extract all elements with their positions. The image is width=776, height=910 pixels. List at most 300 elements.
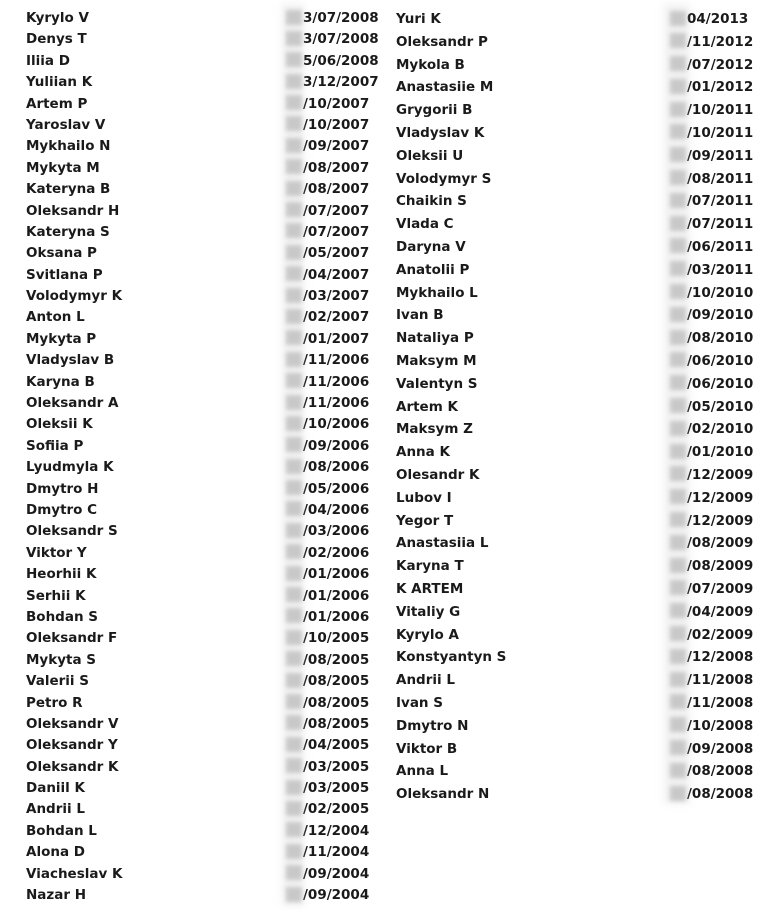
redacted-day (670, 307, 686, 322)
redacted-day (286, 501, 302, 516)
person-name: Anna K (396, 444, 450, 461)
birth-date (286, 136, 369, 157)
list-item (26, 72, 379, 93)
birth-date (286, 714, 369, 735)
person-name: Dmytro H (26, 480, 99, 497)
list-item (26, 393, 376, 414)
date-text: /08/2005 (303, 651, 370, 668)
date-text: /11/2008 (687, 672, 754, 689)
list-item (396, 327, 766, 350)
person-name: Karyna B (26, 373, 95, 390)
redacted-day (670, 398, 686, 413)
birth-date (286, 628, 369, 649)
list-item (396, 418, 766, 441)
redacted-day (286, 459, 302, 474)
redacted-day (670, 170, 686, 185)
redacted-day (286, 480, 302, 495)
list-item (396, 99, 766, 122)
redacted-day (670, 238, 686, 253)
person-name: Yaroslav V (26, 116, 106, 133)
date-text: /01/2012 (687, 79, 754, 96)
redacted-day (286, 780, 302, 795)
person-name: K ARTEM (396, 580, 464, 597)
redacted-day (670, 261, 686, 276)
list-item (396, 738, 766, 761)
date-text: /12/2009 (687, 512, 754, 529)
date-text: /11/2006 (303, 373, 370, 390)
redacted-day (286, 673, 302, 688)
birth-date (670, 555, 753, 578)
date-text: /11/2006 (303, 352, 370, 369)
date-text: /11/2008 (687, 694, 754, 711)
redacted-day (670, 535, 686, 550)
date-text: /03/2005 (303, 780, 370, 797)
birth-date (286, 29, 379, 50)
redacted-day (286, 608, 302, 623)
list-item (26, 286, 376, 307)
birth-date (286, 72, 379, 93)
right-name-list (396, 8, 766, 806)
person-name: Petro R (26, 694, 83, 711)
redacted-day (286, 737, 302, 752)
person-name: Vladyslav K (396, 124, 485, 141)
redacted-day (286, 630, 302, 645)
date-text: /09/2004 (303, 887, 370, 904)
date-text: 04/2013 (687, 11, 749, 27)
list-item (396, 646, 766, 669)
list-item (26, 757, 376, 778)
redacted-day (286, 865, 302, 880)
redacted-day (670, 466, 686, 481)
date-text: /12/2009 (687, 489, 754, 506)
redacted-day (670, 284, 686, 299)
person-name: Artem P (26, 95, 88, 112)
person-name: Volodymyr K (26, 288, 123, 305)
list-item (396, 464, 766, 487)
list-item (396, 715, 766, 738)
birth-date (670, 783, 753, 806)
date-text: /01/2007 (303, 330, 370, 347)
redacted-day (670, 216, 686, 231)
redacted-day (286, 266, 302, 281)
redacted-day (286, 544, 302, 559)
list-item (26, 799, 376, 820)
birth-date (286, 201, 369, 222)
date-text: /04/2005 (303, 737, 370, 754)
list-item (26, 521, 376, 542)
date-text: /08/2008 (687, 786, 754, 803)
birth-date (286, 864, 369, 885)
birth-date (670, 259, 753, 282)
birth-date (286, 821, 369, 842)
redacted-day (286, 801, 302, 816)
list-item (396, 54, 766, 77)
list-item (26, 864, 376, 885)
birth-date (286, 307, 369, 328)
person-name: Viktor Y (26, 544, 87, 561)
date-text: /02/2010 (687, 421, 754, 438)
birth-date (286, 350, 369, 371)
list-item (396, 601, 766, 624)
list-item (26, 671, 376, 692)
person-name: Oleksii K (26, 416, 93, 433)
person-name: Yuri K (396, 11, 441, 27)
date-text: /10/2006 (303, 416, 370, 433)
birth-date (670, 464, 753, 487)
birth-date (286, 757, 369, 778)
person-name: Mykyta S (26, 651, 96, 668)
list-item (396, 76, 766, 99)
redacted-day (286, 10, 302, 25)
birth-date (286, 650, 369, 671)
redacted-day (286, 31, 302, 46)
person-name: Artem K (396, 398, 458, 415)
redacted-day (286, 523, 302, 538)
date-text: /05/2006 (303, 480, 370, 497)
list-item (26, 457, 376, 478)
birth-date (286, 393, 369, 414)
date-text: /09/2008 (687, 740, 754, 757)
list-item (26, 885, 376, 906)
list-item (26, 8, 379, 29)
redacted-day (286, 245, 302, 260)
birth-date (286, 436, 369, 457)
list-item (26, 735, 376, 756)
date-text: /08/2011 (687, 170, 754, 187)
person-name: Daniil K (26, 780, 85, 797)
person-name: Volodymyr S (396, 170, 492, 187)
person-name: Lyudmyla K (26, 459, 114, 476)
redacted-day (670, 444, 686, 459)
person-name: Oleksandr H (26, 202, 120, 219)
birth-date (286, 479, 369, 500)
person-name: Mykyta M (26, 159, 100, 176)
list-item (396, 783, 766, 806)
date-text: /08/2005 (303, 673, 370, 690)
person-name: Valerii S (26, 673, 89, 690)
person-name: Kyrylo A (396, 626, 459, 643)
redacted-day (286, 288, 302, 303)
redacted-day (670, 421, 686, 436)
birth-date (670, 122, 753, 145)
birth-date (286, 457, 369, 478)
birth-date (670, 487, 753, 510)
redacted-day (670, 740, 686, 755)
date-text: /06/2010 (687, 352, 754, 369)
date-text: /09/2004 (303, 865, 370, 882)
person-name: Andrii L (396, 672, 455, 689)
list-item (26, 179, 376, 200)
date-text: /10/2005 (303, 630, 370, 647)
birth-date (286, 414, 369, 435)
list-item (26, 500, 376, 521)
person-name: Oleksii U (396, 147, 464, 164)
birth-date (286, 564, 369, 585)
birth-date (286, 158, 369, 179)
date-text: /08/2007 (303, 159, 370, 176)
person-name: Alona D (26, 844, 85, 861)
person-name: Heorhii K (26, 566, 97, 583)
redacted-day (286, 437, 302, 452)
date-text: /07/2012 (687, 56, 754, 73)
redacted-day (670, 375, 686, 390)
redacted-day (286, 330, 302, 345)
redacted-day (670, 763, 686, 778)
list-item (26, 307, 376, 328)
birth-date (286, 222, 369, 243)
birth-date (670, 510, 753, 533)
person-name: Vlada C (396, 216, 454, 233)
person-name: Anastasiie M (396, 79, 494, 96)
birth-date (670, 624, 753, 647)
list-item (396, 190, 766, 213)
redacted-day (286, 223, 302, 238)
date-text: /07/2011 (687, 216, 754, 233)
redacted-day (286, 138, 302, 153)
birth-date (670, 715, 753, 738)
list-item (26, 115, 376, 136)
list-item (26, 201, 376, 222)
date-text: /10/2008 (687, 717, 754, 734)
birth-date (286, 286, 369, 307)
birth-date (286, 735, 369, 756)
redacted-day (670, 11, 686, 26)
list-item (26, 243, 376, 264)
redacted-day (286, 373, 302, 388)
list-item (26, 479, 376, 500)
redacted-day (286, 202, 302, 217)
date-text: /04/2007 (303, 266, 370, 283)
birth-date (286, 778, 369, 799)
date-text: /02/2009 (687, 626, 754, 643)
redacted-day (670, 603, 686, 618)
birth-date (286, 885, 369, 906)
birth-date (670, 168, 753, 191)
person-name: Anastasiia L (396, 535, 489, 552)
birth-date (286, 179, 369, 200)
date-text: /08/2010 (687, 330, 754, 347)
redacted-day (286, 758, 302, 773)
person-name: Bohdan S (26, 608, 98, 625)
person-name: Valentyn S (396, 375, 478, 392)
list-item (396, 282, 766, 305)
list-item (396, 168, 766, 191)
list-item (26, 372, 376, 393)
date-text: /03/2006 (303, 523, 370, 540)
birth-date (670, 692, 753, 715)
date-text: /08/2008 (687, 763, 754, 780)
list-item (26, 329, 376, 350)
redacted-day (286, 587, 302, 602)
redacted-day (286, 566, 302, 581)
person-name: Oleksandr K (26, 758, 119, 775)
list-item (26, 158, 376, 179)
redacted-day (286, 715, 302, 730)
person-name: Kyrylo V (26, 10, 89, 26)
date-text: /09/2007 (303, 138, 370, 155)
redacted-day (286, 95, 302, 110)
list-item (396, 532, 766, 555)
date-text: /09/2011 (687, 147, 754, 164)
date-text: /07/2007 (303, 223, 370, 240)
redacted-day (670, 56, 686, 71)
redacted-day (286, 181, 302, 196)
date-text: /08/2006 (303, 459, 370, 476)
date-text: /10/2007 (303, 116, 370, 133)
date-text: 3/12/2007 (303, 74, 379, 91)
list-item (26, 714, 376, 735)
list-item (396, 350, 766, 373)
redacted-day (286, 52, 302, 67)
redacted-day (670, 330, 686, 345)
person-name: Sofiia P (26, 437, 84, 454)
person-name: Daryna V (396, 238, 466, 255)
date-text: /05/2007 (303, 245, 370, 262)
person-name: Oleksandr N (396, 786, 490, 803)
birth-date (670, 646, 753, 669)
birth-date (286, 243, 369, 264)
person-name: Kateryna B (26, 181, 111, 198)
list-item (396, 692, 766, 715)
date-text: /08/2009 (687, 535, 754, 552)
person-name: Anton L (26, 309, 85, 326)
person-name: Viacheslav K (26, 865, 123, 882)
birth-date (670, 396, 753, 419)
list-item (396, 8, 766, 31)
list-item (396, 145, 766, 168)
birth-date (670, 738, 753, 761)
person-name: Maksym Z (396, 421, 473, 438)
list-item (396, 236, 766, 259)
list-item (396, 487, 766, 510)
date-text: /04/2006 (303, 501, 370, 518)
person-name: Oleksandr S (26, 523, 118, 540)
date-text: /01/2010 (687, 444, 754, 461)
birth-date (286, 693, 369, 714)
birth-date (286, 671, 369, 692)
birth-date (670, 31, 753, 54)
birth-date (286, 521, 369, 542)
date-text: /08/2005 (303, 715, 370, 732)
date-text: /06/2011 (687, 238, 754, 255)
list-item (26, 94, 376, 115)
date-text: /03/2011 (687, 261, 754, 278)
person-name: Andrii L (26, 801, 85, 818)
list-item (396, 578, 766, 601)
person-name: Kateryna S (26, 223, 110, 240)
birth-date (670, 760, 753, 783)
list-item (396, 396, 766, 419)
date-text: /02/2007 (303, 309, 370, 326)
birth-date (670, 236, 753, 259)
birth-date (286, 607, 369, 628)
person-name: Oleksandr A (26, 395, 119, 412)
birth-date (670, 578, 753, 601)
list-item (26, 650, 376, 671)
date-text: /12/2004 (303, 822, 370, 839)
list-item (396, 510, 766, 533)
redacted-day (670, 124, 686, 139)
redacted-day (670, 193, 686, 208)
birth-date (286, 94, 369, 115)
redacted-day (670, 102, 686, 117)
list-item (396, 304, 766, 327)
birth-date (670, 190, 753, 213)
person-name: Yuliian K (26, 74, 93, 91)
date-text: /11/2012 (687, 33, 754, 50)
person-name: Olesandr K (396, 466, 480, 483)
redacted-day (286, 416, 302, 431)
person-name: Oleksandr Y (26, 737, 118, 754)
date-text: /09/2010 (687, 307, 754, 324)
list-item (26, 414, 376, 435)
person-name: Anatolii P (396, 261, 470, 278)
redacted-day (670, 147, 686, 162)
redacted-day (286, 694, 302, 709)
person-name: Konstyantyn S (396, 649, 507, 666)
birth-date (670, 327, 753, 350)
list-item (26, 586, 376, 607)
person-name: Grygorii B (396, 102, 473, 119)
redacted-day (286, 74, 302, 89)
person-name: Iliia D (26, 52, 70, 69)
redacted-day (670, 717, 686, 732)
list-item (26, 136, 376, 157)
person-name: Yegor T (396, 512, 454, 529)
date-text: /01/2006 (303, 608, 370, 625)
redacted-day (286, 395, 302, 410)
list-item (396, 259, 766, 282)
person-name: Lubov I (396, 489, 452, 506)
birth-date (286, 500, 369, 521)
list-item (26, 436, 376, 457)
list-item (26, 222, 376, 243)
birth-date (286, 115, 369, 136)
date-text: /08/2007 (303, 181, 370, 198)
list-item (396, 441, 766, 464)
date-text: /04/2009 (687, 603, 754, 620)
redacted-day (670, 79, 686, 94)
redacted-day (670, 580, 686, 595)
redacted-day (286, 159, 302, 174)
birth-date (670, 304, 753, 327)
person-name: Anna L (396, 763, 449, 780)
date-text: /05/2010 (687, 398, 754, 415)
list-item (396, 373, 766, 396)
person-name: Serhii K (26, 587, 86, 604)
redacted-day (286, 352, 302, 367)
redacted-day (286, 309, 302, 324)
person-name: Bohdan L (26, 822, 97, 839)
person-name: Vladyslav B (26, 352, 115, 369)
list-item (26, 842, 376, 863)
person-name: Denys T (26, 31, 87, 48)
date-text: /06/2010 (687, 375, 754, 392)
list-item (26, 693, 376, 714)
person-name: Oksana P (26, 245, 97, 262)
list-item (396, 555, 766, 578)
date-text: /07/2011 (687, 193, 754, 210)
redacted-day (670, 672, 686, 687)
date-text: /10/2011 (687, 102, 754, 119)
birth-date (670, 8, 748, 31)
date-text: /03/2005 (303, 758, 370, 775)
person-name: Oleksandr V (26, 715, 119, 732)
person-name: Nataliya P (396, 330, 474, 347)
date-text: /12/2009 (687, 466, 754, 483)
redacted-day (670, 558, 686, 573)
date-text: /10/2011 (687, 124, 754, 141)
